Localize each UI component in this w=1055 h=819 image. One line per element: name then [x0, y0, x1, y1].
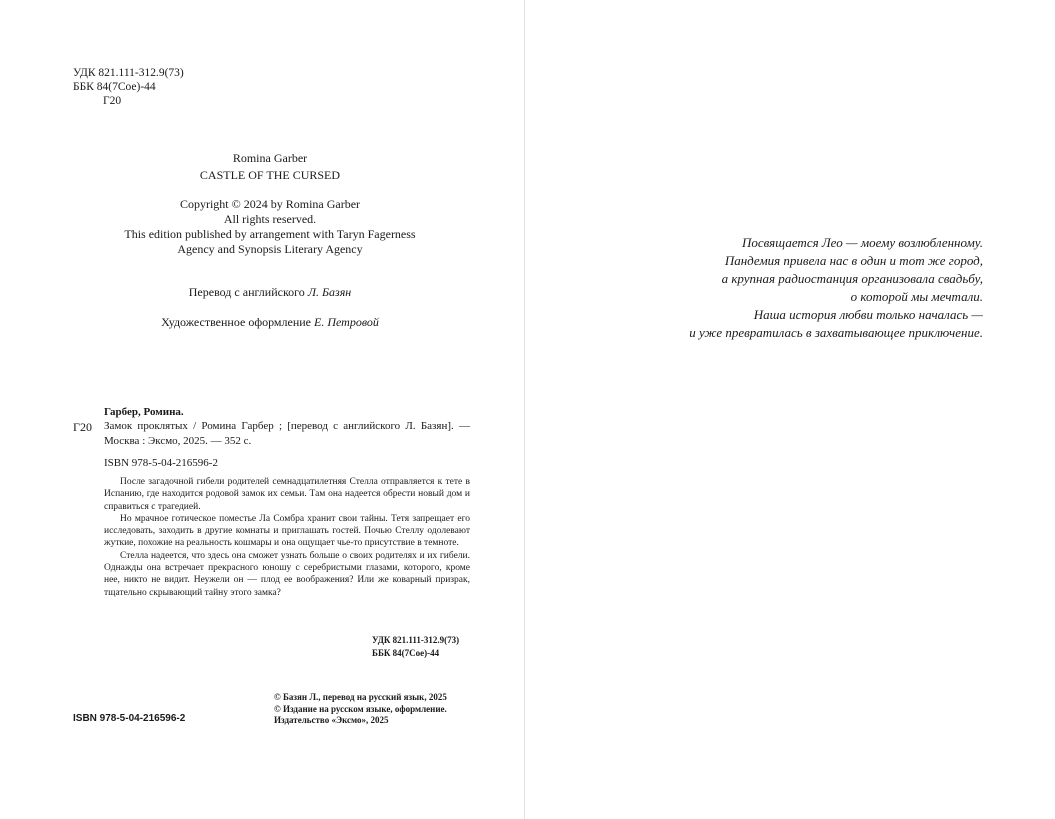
publisher-copyright-line: © Базян Л., перевод на русский язык, 2025 — [274, 692, 447, 702]
original-copyright — [60, 197, 480, 257]
translator-label: Перевод с английского — [188, 285, 305, 299]
footer-isbn: ISBN 978-5-04-216596-2 — [73, 713, 186, 724]
left-page — [0, 0, 524, 819]
copyright-line: Agency and Synopsis Literary Agency — [177, 242, 363, 256]
dedication-line: а крупная радиостанция организовала свадьбу, — [721, 271, 983, 286]
designer-credit — [60, 315, 480, 330]
page-spine — [524, 0, 525, 819]
annotation-paragraph: После загадочной гибели родителей семнадцатилетняя Стелла отправляется к тете в Испанию, где находится родовой замок их семьи. Там она надеется обрести новый дом и справиться с трагедией. — [104, 477, 470, 512]
publisher-copyright-line: Издательство «Эксмо», 2025 — [274, 715, 389, 725]
original-title: CASTLE OF THE CURSED — [199, 168, 341, 182]
bbk-code: ББК 84(7Сое)-44 — [73, 81, 156, 93]
translator-credit — [60, 285, 480, 300]
annotation-paragraph: Стелла надеется, что здесь она сможет узнать больше о своих родителях и их гибели. Однажды она встречает прекрасного юношу с серебристыми глазами, которого, кроме нее, никто не видит. Неужели он — плод ее воображения? Или же коварный призрак, тщательно скрывающий тайну этого замка? — [104, 550, 470, 598]
copyright-line: Copyright © 2024 by Romina Garber — [179, 197, 361, 211]
bib-author: Гарбер, Ромина. — [104, 406, 184, 418]
bib-isbn: ISBN 978-5-04-216596-2 — [104, 457, 218, 469]
dedication-line: Посвящается Лео — моему возлюбленному. — [742, 235, 983, 250]
copyright-line: This edition published by arrangement with Taryn Fagerness — [124, 227, 416, 241]
bib-bbk: ББК 84(7Сое)-44 — [372, 648, 440, 658]
annotation — [104, 476, 470, 599]
dedication-line: о которой мы мечтали. — [850, 289, 983, 304]
dedication-line: Пандемия привела нас в один и тот же город, — [724, 253, 983, 268]
bib-classification — [372, 634, 459, 660]
bib-description: Замок проклятых / Ромина Гарбер ; [перевод с английского Л. Базян]. — Москва : Эксмо, 2025. — 352 с. — [104, 420, 470, 447]
publisher-copyright — [274, 692, 447, 727]
udk-code: УДК 821.111-312.9(73) — [73, 67, 184, 79]
classification-codes — [73, 66, 184, 108]
annotation-paragraph: Но мрачное готическое поместье Ла Сомбра хранит свои тайны. Тетя запрещает его исследовать, заходить в другие комнаты и приглашать гостей. Почью Стеллу одолевают жуткие, похожие на реальность кошмары и она ощущает чье-то присутствие в темноте. — [104, 513, 470, 549]
right-page — [526, 0, 1055, 819]
bib-author-mark: Г20 — [73, 420, 92, 434]
copyright-line: All rights reserved. — [223, 212, 317, 226]
translator-name: Л. Базян — [307, 285, 352, 299]
dedication — [689, 234, 983, 342]
bib-udk: УДК 821.111-312.9(73) — [372, 635, 460, 645]
original-author: Romina Garber — [232, 151, 308, 165]
designer-label: Художественное оформление — [161, 315, 311, 329]
designer-name: Е. Петровой — [314, 315, 379, 329]
publisher-copyright-line: © Издание на русском языке, оформление. — [274, 703, 447, 714]
dedication-line: Наша история любви только началась — — [753, 307, 983, 322]
dedication-line: и уже превратилась в захватывающее приключение. — [689, 325, 983, 340]
author-mark: Г20 — [103, 95, 122, 107]
